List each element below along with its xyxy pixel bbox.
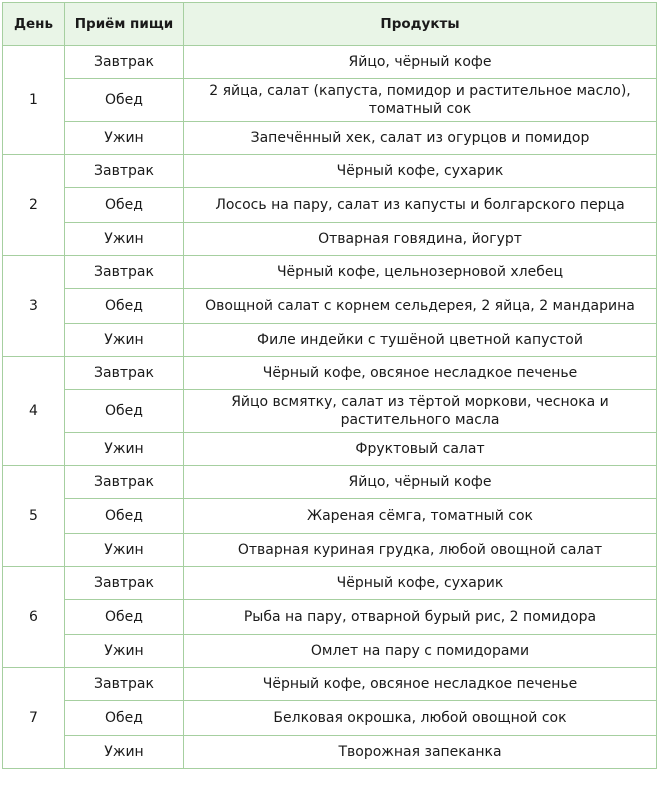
meal-cell: Ужин bbox=[65, 122, 184, 155]
day-number-cell: 4 bbox=[3, 357, 65, 466]
day-number-cell: 5 bbox=[3, 466, 65, 567]
header-day: День bbox=[3, 3, 65, 46]
table-row bbox=[3, 390, 657, 433]
day-number-cell: 3 bbox=[3, 256, 65, 357]
products-cell: Фруктовый салат bbox=[184, 433, 657, 466]
table-row bbox=[3, 534, 657, 567]
meal-cell: Завтрак bbox=[65, 46, 184, 79]
products-cell: 2 яйца, салат (капуста, помидор и растительное масло), томатный сок bbox=[184, 79, 657, 122]
header-row bbox=[3, 3, 657, 46]
products-cell: Творожная запеканка bbox=[184, 736, 657, 769]
meal-cell: Обед bbox=[65, 600, 184, 635]
table-row bbox=[3, 635, 657, 668]
table-body bbox=[3, 46, 657, 769]
products-cell: Белковая окрошка, любой овощной сок bbox=[184, 701, 657, 736]
table-row bbox=[3, 466, 657, 499]
header-products: Продукты bbox=[184, 3, 657, 46]
day-number-cell: 1 bbox=[3, 46, 65, 155]
meal-cell: Завтрак bbox=[65, 668, 184, 701]
products-cell: Омлет на пару с помидорами bbox=[184, 635, 657, 668]
table-row bbox=[3, 155, 657, 188]
products-cell: Жареная сёмга, томатный сок bbox=[184, 499, 657, 534]
products-cell: Чёрный кофе, сухарик bbox=[184, 155, 657, 188]
day-number-cell: 6 bbox=[3, 567, 65, 668]
products-cell: Яйцо всмятку, салат из тёртой моркови, чеснока и растительного масла bbox=[184, 390, 657, 433]
products-cell: Яйцо, чёрный кофе bbox=[184, 46, 657, 79]
products-cell: Отварная говядина, йогурт bbox=[184, 223, 657, 256]
table-row bbox=[3, 188, 657, 223]
products-cell: Чёрный кофе, цельнозерновой хлебец bbox=[184, 256, 657, 289]
table-row bbox=[3, 324, 657, 357]
meal-cell: Обед bbox=[65, 79, 184, 122]
meal-plan-table bbox=[2, 2, 657, 769]
products-cell: Овощной салат с корнем сельдерея, 2 яйца, 2 мандарина bbox=[184, 289, 657, 324]
products-cell: Чёрный кофе, сухарик bbox=[184, 567, 657, 600]
table-row bbox=[3, 736, 657, 769]
table-row bbox=[3, 122, 657, 155]
meal-cell: Ужин bbox=[65, 223, 184, 256]
products-cell: Запечённый хек, салат из огурцов и помидор bbox=[184, 122, 657, 155]
meal-cell: Ужин bbox=[65, 736, 184, 769]
table-row bbox=[3, 433, 657, 466]
header-meal: Приём пищи bbox=[65, 3, 184, 46]
table-row bbox=[3, 256, 657, 289]
products-cell: Филе индейки с тушёной цветной капустой bbox=[184, 324, 657, 357]
products-cell: Отварная куриная грудка, любой овощной салат bbox=[184, 534, 657, 567]
meal-cell: Завтрак bbox=[65, 155, 184, 188]
meal-cell: Обед bbox=[65, 188, 184, 223]
meal-cell: Завтрак bbox=[65, 567, 184, 600]
products-cell: Лосось на пару, салат из капусты и болгарского перца bbox=[184, 188, 657, 223]
meal-cell: Ужин bbox=[65, 433, 184, 466]
table-row bbox=[3, 79, 657, 122]
day-number-cell: 7 bbox=[3, 668, 65, 769]
meal-cell: Ужин bbox=[65, 324, 184, 357]
meal-cell: Ужин bbox=[65, 635, 184, 668]
meal-cell: Завтрак bbox=[65, 357, 184, 390]
table-row bbox=[3, 499, 657, 534]
table-row bbox=[3, 668, 657, 701]
meal-cell: Ужин bbox=[65, 534, 184, 567]
meal-cell: Обед bbox=[65, 701, 184, 736]
table-row bbox=[3, 357, 657, 390]
meal-cell: Завтрак bbox=[65, 256, 184, 289]
meal-cell: Обед bbox=[65, 499, 184, 534]
table-row bbox=[3, 600, 657, 635]
table-row bbox=[3, 223, 657, 256]
day-number-cell: 2 bbox=[3, 155, 65, 256]
products-cell: Рыба на пару, отварной бурый рис, 2 помидора bbox=[184, 600, 657, 635]
table-row bbox=[3, 567, 657, 600]
table-row bbox=[3, 46, 657, 79]
products-cell: Яйцо, чёрный кофе bbox=[184, 466, 657, 499]
products-cell: Чёрный кофе, овсяное несладкое печенье bbox=[184, 668, 657, 701]
meal-cell: Обед bbox=[65, 289, 184, 324]
meal-cell: Обед bbox=[65, 390, 184, 433]
table-row bbox=[3, 289, 657, 324]
products-cell: Чёрный кофе, овсяное несладкое печенье bbox=[184, 357, 657, 390]
table-row bbox=[3, 701, 657, 736]
meal-cell: Завтрак bbox=[65, 466, 184, 499]
